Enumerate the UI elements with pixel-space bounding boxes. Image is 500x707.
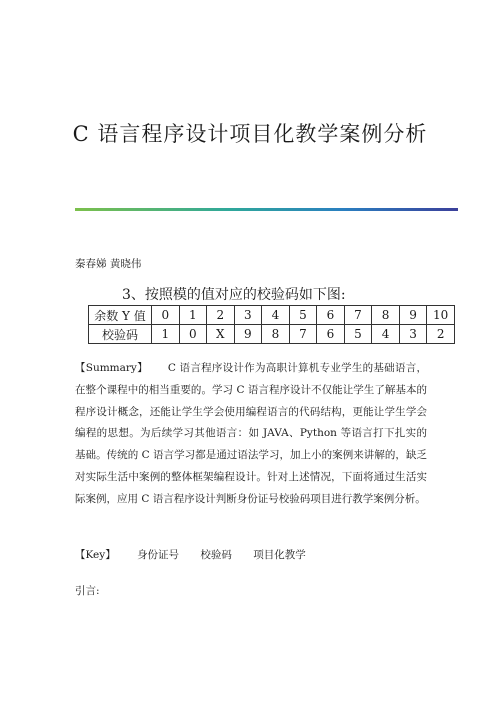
abstract <box>75 358 427 511</box>
table-cell: 3 <box>399 325 427 344</box>
table-cell: 1 <box>152 325 180 344</box>
table-cell: 0 <box>179 325 207 344</box>
table-cell: 8 <box>262 325 290 344</box>
table-cell: 1 <box>179 306 207 325</box>
table-row-header: 余数 Y 值 <box>89 306 152 325</box>
table-cell: 6 <box>317 306 345 325</box>
table-cell: 8 <box>372 306 400 325</box>
table-row-header: 校验码 <box>89 325 152 344</box>
keyword: 校验码 <box>200 549 232 561</box>
table-cell: 2 <box>427 325 455 344</box>
table-cell: 10 <box>427 306 455 325</box>
keyword: 项目化教学 <box>253 549 306 561</box>
table-cell: 2 <box>207 306 235 325</box>
table-cell: 9 <box>234 325 262 344</box>
table-caption: 3、按照模的值对应的校验码如下图: <box>122 287 346 303</box>
table-cell: 5 <box>289 306 317 325</box>
authors: 秦春娣 黄晓伟 <box>75 258 142 270</box>
table-cell: 5 <box>344 325 372 344</box>
check-code-table <box>88 305 455 344</box>
table-cell: 4 <box>262 306 290 325</box>
table-cell: 3 <box>234 306 262 325</box>
table-cell: 9 <box>399 306 427 325</box>
abstract-text: C 语言程序设计作为高职计算机专业学生的基础语言，在整个课程中的相当重要的。学习 C 语言程序设计不仅能让学生了解基本的程序设计概念，还能让学生学会使用编程语言的代码结构，更能让学生学会编程的思想。为后续学习其他语言：如 JAVA、Python 等语言打下扎实的基础。传统的 C 语言学习都是通过语法学习，加上小的案例来讲解的，缺乏对实际生活中案例的整体框架编程设计。针对上述情况，下面将通过生活实际案例，应用 C 语言程序设计判断身份证号校验码项目进行教学案例分析。 <box>75 362 427 505</box>
intro-heading: 引言: <box>75 585 100 597</box>
table-row <box>89 325 455 344</box>
keywords <box>75 547 324 562</box>
table-cell: 6 <box>317 325 345 344</box>
paper-title: C 语言程序设计项目化教学案例分析 <box>72 122 428 146</box>
table-cell: X <box>207 325 235 344</box>
keywords-label: 【Key】 <box>75 549 116 561</box>
table-cell: 7 <box>344 306 372 325</box>
table-cell: 4 <box>372 325 400 344</box>
table-row <box>89 306 455 325</box>
keyword: 身份证号 <box>137 549 180 561</box>
table-cell: 0 <box>152 306 180 325</box>
abstract-label: 【Summary】 <box>75 362 148 374</box>
title-divider <box>75 208 458 211</box>
table-cell: 7 <box>289 325 317 344</box>
